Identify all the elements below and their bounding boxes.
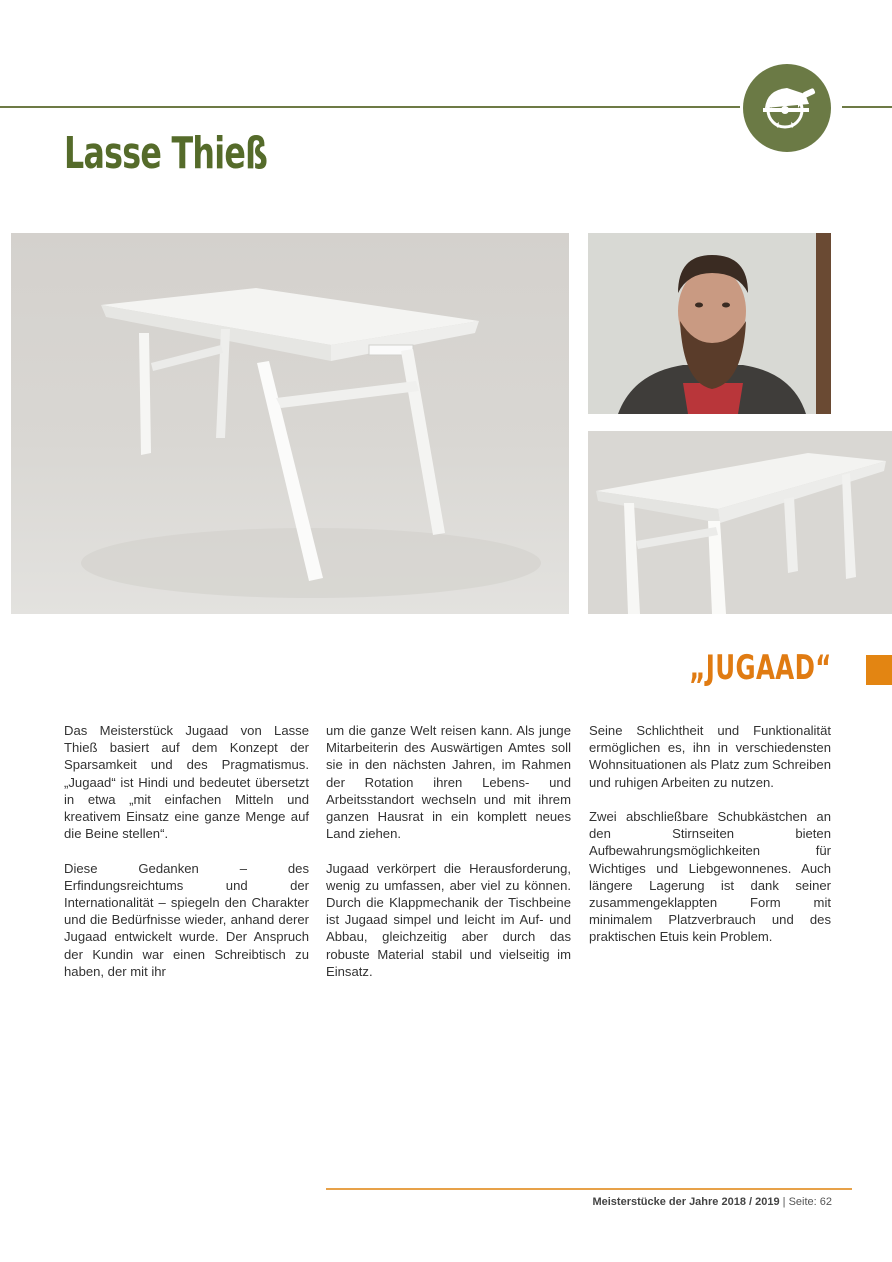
paragraph: Das Meisterstück Jugaad von Lasse Thieß basiert auf dem Konzept der Sparsamkeit und des Pragmatismus. „Jugaad“ ist Hindi und bedeutet übersetzt in etwa „mit einfachen Mitteln und kreativem Einsatz eine ganze Menge auf die Beine stellen“.	[64, 723, 309, 842]
text-column-2	[326, 722, 571, 997]
footer-separator: |	[779, 1196, 789, 1208]
white-desk-photo	[11, 233, 569, 614]
category-badge	[743, 64, 831, 152]
footer-rule	[326, 1188, 852, 1190]
page-title: Lasse Thieß	[64, 128, 268, 179]
paragraph: um die ganze Welt reisen kann. Als junge Mitarbeiterin des Auswärtigen Amtes soll sie in den nächsten Jahren, im Rahmen der Rotation ihren Lebens- und Arbeitsstandort wechseln und mit ihrem ganzen Hausrat in ein komplett neues Land ziehen.	[326, 723, 571, 842]
publication-title: Meisterstücke der Jahre 2018 / 2019	[592, 1196, 780, 1208]
page-footer	[592, 1196, 832, 1208]
portrait-photo	[588, 233, 831, 414]
text-column-3	[589, 722, 831, 963]
page-number: Seite: 62	[788, 1196, 832, 1208]
section-tab-marker	[866, 655, 892, 685]
text-column-1	[64, 722, 309, 997]
paragraph: Zwei abschließbare Schubkästchen an den Stirnseiten bieten Aufbewahrungsmöglichkeiten für Wichtiges und Liebgewonnenes. Auch längere Lagerung ist dank seiner zusammengeklappten Form mit minimalem Platzverbrauch und des praktischen Etuis kein Problem.	[589, 809, 831, 945]
top-rule-left	[0, 106, 740, 108]
paragraph: Jugaad verkörpert die Herausforderung, wenig zu umfassen, aber viel zu können. Durch die Klappmechanik der Tischbeine ist Jugaad simpel und leicht im Auf- und Abbau, gleichzeitig aber durch das robuste Material stabil und vielseitig im Einsatz.	[326, 860, 571, 979]
project-title: „JUGAAD“	[689, 648, 832, 688]
paragraph: Diese Gedanken – des Erfindungsreichtums und der Internationalität – spiegeln den Charakter und die Bedürfnisse wieder, anhand derer Jugaad entwickelt wurde. Der Anspruch der Kundin war einen Schreibtisch zu haben, der mit ihr	[64, 860, 309, 979]
paragraph: Seine Schlichtheit und Funktionalität ermöglichen es, ihn in verschiedensten Wohnsituationen als Platz zum Schreiben und ruhigen Arbeiten zu nutzen.	[589, 723, 831, 790]
white-desk-side-photo	[588, 431, 892, 614]
top-rule-right	[842, 106, 892, 108]
